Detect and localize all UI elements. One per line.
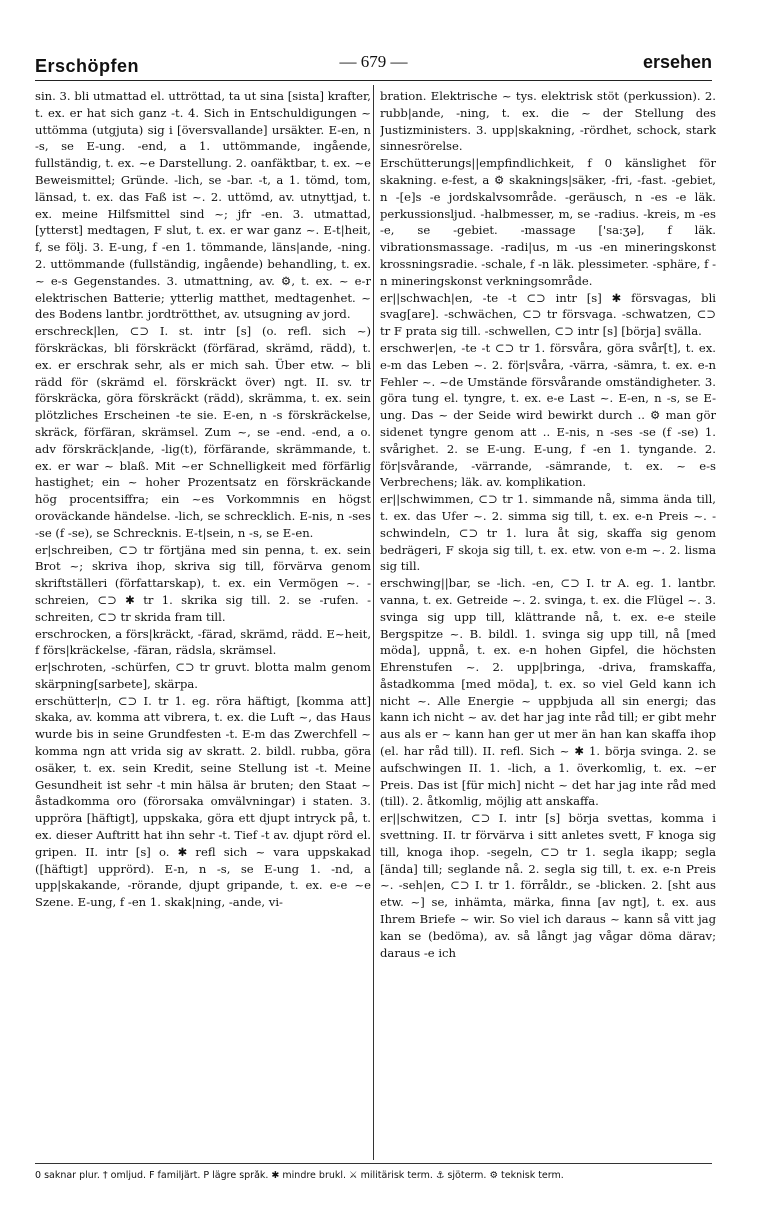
column-divider	[373, 85, 374, 1160]
entry-paragraph: erschütter|n, ⊂⊃ I. tr 1. eg. röra häftigt, [komma att] skaka, av. komma att vibrera, t. ex. die Luft ~, das Haus wurde bis in seine Grundfesten -t. E-m das Zwerchfell ~ komma ngn att vrida sig av skratt. 2. bildl. rubba, göra osäker, t. ex. sein Kredit, seine Stellung ist -t. Meine Gesundheit ist sehr -t min hälsa är bruten; den Staat ~ åstadkomma oro (förorsaka omvälvningar) i staten. 3. uppröra [häftigt], uppskaka, göra ett djupt intryck på, t. ex. dieser Auftritt hat ihn sehr -t. Tief -t av. djupt rörd el. gripen. II. intr [s] o. ✱ refl sich ~ vara uppskakad ([häftigt] upprörd). E-n, n -s, se E-ung 1. -nd, a upp|skakande, -rörande, djupt gripande, t. ex. e-e ~e Szene. E-ung, f -en 1. skak|ning, -ande, vi-	[35, 693, 371, 910]
page-number: — 679 —	[339, 52, 408, 71]
right-column	[380, 88, 716, 1156]
entry-paragraph: erschreck|len, ⊂⊃ I. st. intr [s] (o. refl. sich ~) förskräckas, bli förskräckt (förfärad, skrämd, rädd), t. ex. er erschrak sehr, als er mich sah. Über etw. ~ bli rädd för (skrämd el. förskräckt över) ngt. II. sv. tr förskräcka, göra förskräckt (rädd), skrämma, t. ex. sein plötzliches Erscheinen -te sie. E-en, n -s förskräckelse, skräck, förfäran, skrämsel. Zum ~, se -end. -end, a o. adv förskräck|ande, -lig(t), förfärande, skrämmande, t. ex. er war ~ blaß. Mit ~er Schnelligkeit med förfärlig hastighet; ein ~ hoher Prozentsatz en förskräckande hög procentsiffra; ein ~es Vorkommnis en högst oroväckande händelse. -lich, se schrecklich. E-nis, n -ses -se (f -se), se Schrecknis. E-t|sein, n -s, se E-en.	[35, 324, 371, 540]
left-column	[35, 88, 371, 1156]
abbreviation-legend: 0 saknar plur. † omljud. F familjärt. P lägre språk. ✱ mindre brukl. ⚔ militärisk term. ⚓ sjöterm. ⚙ teknisk term.	[35, 1170, 564, 1181]
entry-paragraph: sin. 3. bli utmattad el. uttröttad, ta ut sina [sista] krafter, t. ex. er hat sich ganz -t. 4. Sich in Entschuldigungen ~ uttömma (utgjuta) sig i [översvallande] ursäkter. E-en, n -s, se E-ung. -end, a 1. uttömmande, ingående, fullständig, t. ex. ~e Darstellung. 2. oanfäktbar, t. ex. ~e Beweismittel; Gründe. -lich, se -bar. -t, a 1. tömd, tom, länsad, t. ex. das Faß ist ~. 2. uttömd, av. utnyttjad, t. ex. meine Hilfsmittel sind ~; jfr -en. 3. utmattad, [ytterst] medtagen, F slut, t. ex. er war ganz ~. E-t|heit, f, se följ. 3. E-ung, f -en 1. tömmande, läns|ande, -ning. 2. uttömmande (fullständig, ingående) behandling, t. ex. ~ e-s Gegenstandes. 3. utmattning, av. ⚙, t. ex. ~ e-r elektrischen Batterie; ytterlig matthet, medtagenhet. ~ des Bodens lantbr. jordtrötthet, av. utsugning av jord.	[35, 89, 371, 322]
entry-paragraph: er||schwach|en, -te -t ⊂⊃ intr [s] ✱ försvagas, bli svag[are]. -schwächen, ⊂⊃ tr försvaga. -schwatzen, ⊂⊃ tr F prata sig till. -schwellen, ⊂⊃ intr [s] [börja] svälla.	[380, 290, 716, 339]
entry-paragraph: er||schwimmen, ⊂⊃ tr 1. simmande nå, simma ända till, t. ex. das Ufer ~. 2. simma sig till, t. ex. e-n Preis ~. -schwindeln, ⊂⊃ tr 1. lura åt sig, skaffa sig genom bedrägeri, F skoja sig till, t. ex. etw. von e-m ~. 2. lisma sig till.	[380, 492, 716, 574]
entry-paragraph: er|schreiben, ⊂⊃ tr förtjäna med sin penna, t. ex. sein Brot ~; skriva ihop, skriva sig till, förvärva genom skriftställeri (författarskap), t. ex. ein Vermögen ~. -schreien, ⊂⊃ ✱ tr 1. skrika sig till. 2. se -rufen. -schreiten, ⊂⊃ tr skrida fram till.	[35, 542, 371, 624]
entry-paragraph: erschwer|en, -te -t ⊂⊃ tr 1. försvåra, göra svår[t], t. ex. e-m das Leben ~. 2. för|svåra, -värra, -sämra, t. ex. e-n Fehler ~. ~de Umstände försvårande omständigheter. 3. göra tung el. tyngre, t. ex. e-e Last ~. E-en, n -s, se E-ung. Das ~ der Seide wird bewirkt durch .. ⚙ man gör sidenet tyngre genom att .. E-nis, n -ses -se (f -se) 1. svårighet. 2. se E-ung. E-ung, f -en 1. tyngande. 2. för|svårande, -värrande, -sämrande, t. ex. ~ e-s Verbrechens; läk. av. komplikation.	[380, 340, 716, 490]
entry-paragraph: erschrocken, a förs|kräckt, -färad, skrämd, rädd. E~heit, f förs|kräckelse, -färan, rädsla, skrämsel.	[35, 626, 371, 658]
entry-paragraph: er|schroten, -schürfen, ⊂⊃ tr gruvt. blotta malm genom skärpning[sarbete], skärpa.	[35, 660, 371, 691]
entry-paragraph: erschwing||bar, se -lich. -en, ⊂⊃ I. tr A. eg. 1. lantbr. vanna, t. ex. Getreide ~. 2. svinga, t. ex. die Flügel ~. 3. svinga sig upp till, klättrande nå, t. ex. e-e steile Bergspitze ~. B. bildl. 1. svinga sig upp till, nå [med möda], uppnå, t. ex. e-n hohen Gipfel, die höchsten Ehrenstufen ~. 2. upp|bringa, -driva, framskaffa, åstadkomma [med möda], t. ex. so viel Geld kann ich nicht ~. Alle Energie ~ uppbjuda all sin energi; das kann ich nicht ~ av. det har jag inte råd till; er gibt mehr aus als er ~ kann han ger ut mer än han kan skaffa ihop (el. har råd till). II. refl. Sich ~ ✱ 1. börja svinga. 2. se aufschwingen II. 1. -lich, a 1. överkomlig, t. ex. ~er Preis. Das ist [für mich] nicht ~ det har jag inte råd med (till). 2. åtkomlig, möjlig att anskaffa.	[380, 576, 716, 809]
entry-paragraph: er||schwitzen, ⊂⊃ I. intr [s] börja svettas, komma i svettning. II. tr förvärva i sitt anletes svett, F knoga sig till, knoga ihop. -segeln, ⊂⊃ tr 1. segla ikapp; segla [ända] till; seglande nå. 2. segla sig till, t. ex. e-n Preis ~. -seh|en, ⊂⊃ I. tr 1. förråldr., se -blicken. 2. [sht aus etw. ~] se, inhämta, märka, finna [av ngt], t. ex. aus Ihrem Briefe ~ wir. So viel ich daraus ~ kann så vitt jag kan se (bedöma), av. så långt jag vågar döma därav; daraus -e ich	[380, 811, 716, 960]
footer-rule	[35, 1163, 712, 1164]
header-left-word: Erschöpfen	[35, 56, 140, 76]
entry-paragraph: Erschütterungs||empfindlichkeit, f 0 känslighet för skakning. e-fest, a ⚙ skaknings|säker, -fri, -fast. -gebiet, n -[e]s -e jordskalvsområde. -geräusch, n -es -e läk. perkussionsljud. -halbmesser, m, se -radius. -kreis, m -es -e, se -gebiet. -massage ['sa:ʒə], f läk. vibrationsmassage. -radi|us, m -us -en mineringskonst krossningsradie. -schale, f -n läk. plessimeter. -sphäre, f -n mineringskonst verkningsområde.	[380, 156, 716, 288]
header-right-word: ersehen	[642, 52, 712, 72]
header-rule	[35, 80, 712, 81]
entry-paragraph: bration. Elektrische ~ tys. elektrisk stöt (perkussion). 2. rubb|ande, -ning, t. ex. die ~ der Stellung des Justizministers. 3. upp|skakning, -rördhet, schock, stark sinnesrörelse.	[380, 89, 716, 154]
